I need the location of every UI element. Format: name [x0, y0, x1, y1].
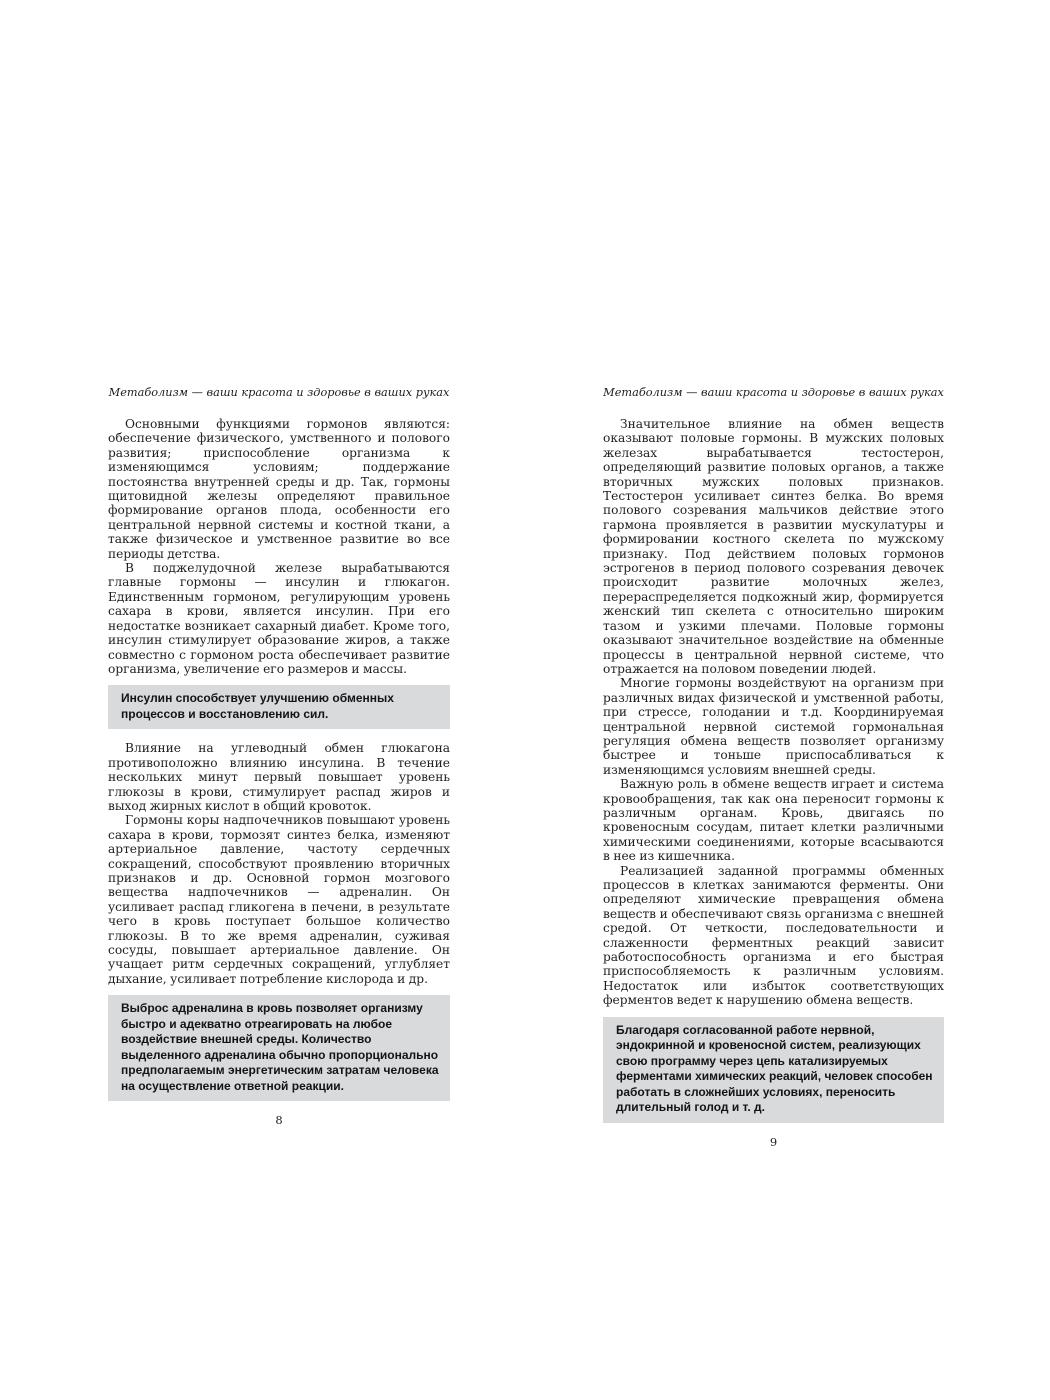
paragraph: Реализацией заданной программы обменных процессов в клетках занимаются ферменты. Они определяют химические превращения обмена веществ и обеспечивают связь организма с внешней средой. От четкости, последовательности и слаженности ферментных реакций зависит работоспособность организма и его быстрая приспособляемость к различным условиям. Недостаток или избыток соответствующих ферментов ведет к нарушению обмена веществ. — [603, 863, 944, 1008]
page-number: 8 — [275, 1113, 283, 1128]
paragraph: Значительное влияние на обмен веществ оказывают половые гормоны. В мужских половых железах вырабатывается тестостерон, определяющий развитие половых органов, а также вторичных мужских половых признаков. Тестостерон усиливает синтез белка. Во время полового созревания мальчиков действие этого гармона проявляется в развитии мускулатуры и формировании костного скелета по мужскому признаку. Под действием половых гормонов эстрогенов в период полового созревания девочек происходит развитие молочных желез, перераспределяется подкожный жир, формируется женский тип скелета с относительно широким тазом и узкими плечами. Половые гормоны оказывают значительное воздействие на обменные процессы в центральной нервной системе, что отражается на половом поведении людей. — [603, 417, 944, 676]
paragraph: Важную роль в обмене веществ играет и система кровообращения, так как она переносит гормоны к различным органам. Кровь, двигаясь по кровеносным сосудам, питает клетки различными химическими соединениями, которые всасываются в нее из кишечника. — [603, 777, 944, 864]
paragraph: В поджелудочной железе вырабатываются главные гормоны — инсулин и глюкагон. Единственным гормоном, регулирующим уровень сахара в крови, является инсулин. При его недостатке возникает сахарный диабет. Кроме того, инсулин стимулирует образование жиров, а также совместно с гормоном роста обеспечивает развитие организма, увеличение его размеров и массы. — [108, 561, 450, 676]
paragraph: Влияние на углеводный обмен глюкагона противоположно влиянию инсулина. В течение нескольких минут первый повышает уровень глюкозы в крови, стимулирует распад жиров и выход жирных кислот в общий кровоток. — [108, 741, 450, 813]
paragraph: Основными функциями гормонов являются: обеспечение физического, умственного и полового развития; приспособление организма к изменяющимся условиям; поддержание постоянства внутренней среды и др. Так, гормоны щитовидной железы определяют правильное формирование органов плода, особенности его центральной нервной системы и костной ткани, а также физическое и умственное развитие во все периоды детства. — [108, 417, 450, 561]
callout-box: Инсулин способствует улучшению обменных процессов и восстановлению сил. — [108, 685, 450, 729]
page-content — [108, 417, 450, 1101]
page-right — [603, 386, 944, 1149]
running-header: Метаболизм — ваши красота и здоровье в ваших руках — [603, 386, 944, 399]
paragraph: Гормоны коры надпочечников повышают уровень сахара в крови, тормозят синтез белка, изменяют артериальное давление, частоту сердечных сокращений, способствуют проявлению вторичных признаков и др. Основной гормон мозгового вещества надпочечников — адреналин. Он усиливает распад гликогена в печени, в результате чего в кровь поступает большое количество глюкозы. В то же время адреналин, суживая сосуды, повышает артериальное давление. Он учащает ритм сердечных сокращений, углубляет дыхание, усиливает потребление кислорода и др. — [108, 813, 450, 986]
running-header: Метаболизм — ваши красота и здоровье в ваших руках — [108, 386, 450, 399]
callout-box: Выброс адреналина в кровь позволяет организму быстро и адекватно отреагировать на любое воздействие внешней среды. Количество выделенного адреналина обычно пропорционально предполагаемым энергетическим затратам человека на осуществление ответной реакции. — [108, 995, 450, 1101]
callout-box: Благодаря согласованной работе нервной, эндокринной и кровеносной систем, реализующих свою программу через цепь катализируемых ферментами химических реакций, человек способен работать в сложнейших условиях, переносить длительный голод и т. д. — [603, 1017, 944, 1123]
page-content — [603, 417, 944, 1123]
page-left — [108, 386, 450, 1127]
paragraph: Многие гормоны воздействуют на организм при различных видах физической и умственной работы, при стрессе, голодании и т.д. Координируемая центральной нервной системой гормональная регуляция обмена веществ позволяет организму быстрее и тоньше приспосабливаться к изменяющимся условиям внешней среды. — [603, 676, 944, 777]
page-number: 9 — [769, 1134, 778, 1149]
